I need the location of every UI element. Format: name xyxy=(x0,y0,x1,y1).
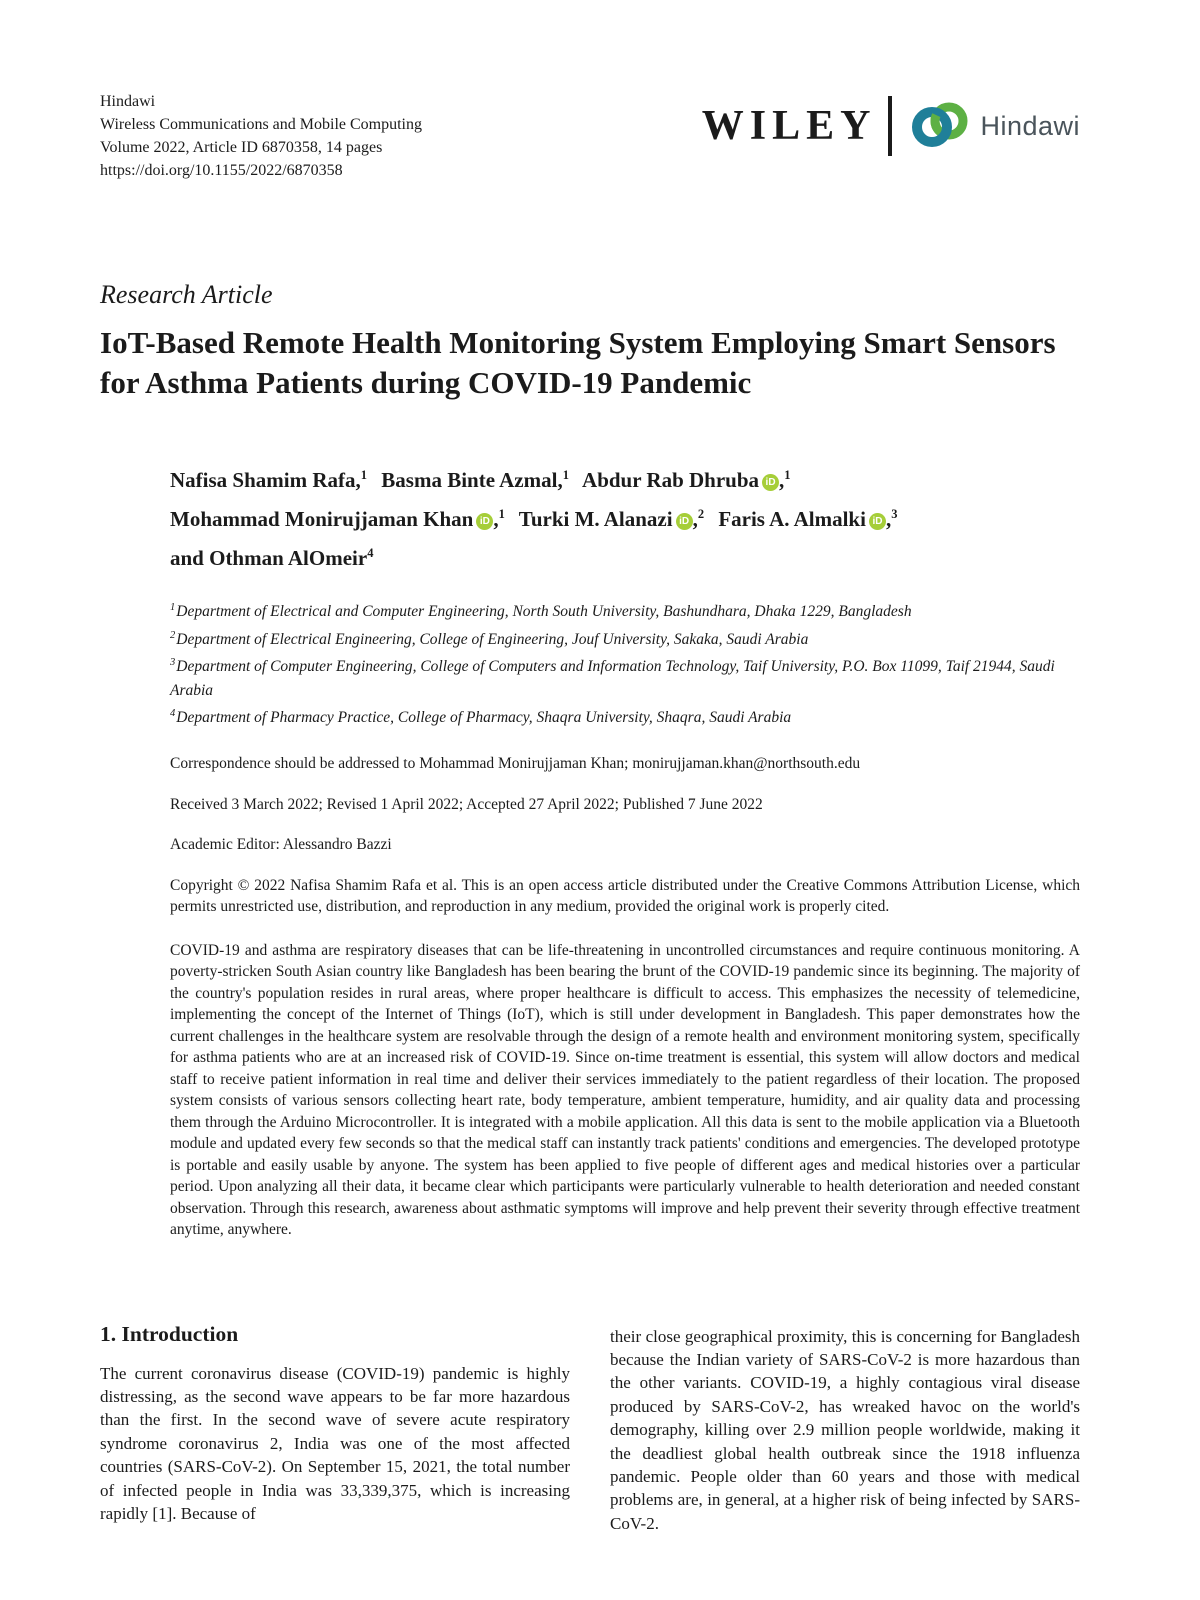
academic-editor-line: Academic Editor: Alessandro Bazzi xyxy=(170,836,392,854)
author-affil-sup: 3 xyxy=(891,507,898,521)
orcid-icon[interactable]: iD xyxy=(676,513,693,530)
author-name: Faris A. Almalki xyxy=(718,507,866,531)
author-affil-sup: 1 xyxy=(360,468,368,482)
column-left xyxy=(100,1321,570,1536)
author-affil-sup: 4 xyxy=(367,546,374,560)
affiliation-sup: 2 xyxy=(170,629,176,641)
copyright-notice: Copyright © 2022 Nafisa Shamim Rafa et al. This is an open access article distributed under the Creative Commons Attribution License, which permits unrestricted use, distribution, and reproduction in any medium, provided the original work is properly cited. xyxy=(170,876,1080,916)
author-line xyxy=(170,536,1080,575)
author xyxy=(519,507,704,531)
author-affil-sup: 1 xyxy=(498,507,505,521)
author xyxy=(170,468,367,492)
article-type: Research Article xyxy=(100,280,273,309)
author-name: Mohammad Monirujjaman Khan xyxy=(170,507,474,531)
affiliation-sup: 4 xyxy=(170,708,176,720)
affiliation xyxy=(170,702,1080,730)
author-list xyxy=(170,458,1080,575)
section-heading-introduction: 1. Introduction xyxy=(100,1321,239,1346)
orcid-icon[interactable]: iD xyxy=(762,474,779,491)
author-separator: , xyxy=(493,507,499,531)
journal-name: Wireless Communications and Mobile Computing xyxy=(100,116,422,133)
author xyxy=(170,507,505,531)
author-affil-sup: 1 xyxy=(784,468,791,482)
logo-divider xyxy=(888,96,892,156)
author-name: Nafisa Shamim Rafa xyxy=(170,468,356,492)
author xyxy=(582,468,791,492)
affiliation-text: Department of Electrical Engineering, College of Engineering, Jouf University, Sakaka, Saudi Arabia xyxy=(176,630,809,648)
author-name: Abdur Rab Dhruba xyxy=(582,468,760,492)
column-right xyxy=(610,1321,1080,1536)
orcid-icon[interactable]: iD xyxy=(869,513,886,530)
orcid-icon[interactable]: iD xyxy=(476,513,493,530)
author-separator: , xyxy=(885,507,892,531)
introduction-paragraph-left: The current coronavirus disease (COVID-19) pandemic is highly distressing, as the second wave appears to be far more hazardous than the first. In the second wave of severe acute respiratory syndrome coronavirus 2, India was one of the most affected countries (SARS-CoV-2). On September 15, 2021, the total number of infected people in India was 33,339,375, which is increasing rapidly [1]. Because of xyxy=(100,1363,570,1524)
affiliation xyxy=(170,651,1080,702)
front-matter xyxy=(170,458,1080,1241)
abstract-text: COVID-19 and asthma are respiratory diseases that can be life-threatening in uncontrolled circumstances and require continuous monitoring. A poverty-stricken South Asian country like Bangladesh has been bearing the brunt of the COVID-19 pandemic since its beginning. The majority of the country's population resides in rural areas, where proper healthcare is difficult to access. This emphasizes the necessity of telemedicine, implementing the concept of the Internet of Things (IoT), which is still under development in Bangladesh. This paper demonstrates how the current challenges in the healthcare system are resolvable through the design of a remote health and environment monitoring system, specifically for asthma patients who are at an increased risk of COVID-19. Since on-time treatment is essential, this system will allow doctors and medical staff to receive patient information in real time and deliver their services immediately to the patient regardless of their location. The proposed system consists of various sensors collecting heart rate, body temperature, ambient temperature, humidity, and air quality data and processing them through the Arduino Microcontroller. It is integrated with a mobile application. All this data is sent to the mobile application via a Bluetooth module and updated every few seconds so that the medical staff can instantly track patients' conditions and emergencies. The developed prototype is portable and easily usable by anyone. The system has been applied to five people of different ages and medical histories over a particular period. Upon analyzing all their data, it became clear which participants were particularly vulnerable to health deterioration and needed constant observation. Through this research, awareness about asthmatic symptoms will improve and help prevent their severity through effective treatment anytime, anywhere. xyxy=(170,941,1080,1239)
author xyxy=(718,507,897,531)
affiliation xyxy=(170,624,1080,652)
author-affil-sup: 1 xyxy=(562,468,569,482)
author-affil-sup: 2 xyxy=(697,507,705,521)
introduction-paragraph-right: their close geographical proximity, this is concerning for Bangladesh because the Indian variety of SARS-CoV-2 is more hazardous than the other variants. COVID-19, a highly contagious viral disease produced by SARS-CoV-2, has wreaked havoc on the world's demography, killing over 2.9 million people worldwide, making it the deadliest global health outbreak since the 1918 influenza pandemic. People older than 60 years and those with medical problems are, in general, at a higher risk of being infected by SARS-CoV-2. xyxy=(610,1326,1080,1533)
author-separator: , xyxy=(557,468,563,492)
author xyxy=(381,468,569,492)
author-separator: , xyxy=(355,468,361,492)
publisher-logos xyxy=(702,96,1080,156)
affiliation-text: Department of Electrical and Computer Engineering, North South University, Bashundhara, Dhaka 1229, Bangladesh xyxy=(176,603,912,621)
introduction-section xyxy=(100,1321,1080,1536)
doi-link[interactable]: https://doi.org/10.1155/2022/6870358 xyxy=(100,162,343,179)
affiliation-text: Department of Computer Engineering, College of Computers and Information Technology, Taif University, P.O. Box 11099, Taif 21944, Saudi Arabia xyxy=(170,658,1055,699)
author-line xyxy=(170,497,1080,536)
correspondence-line: Correspondence should be addressed to Mohammad Monirujjaman Khan; monirujjaman.khan@northsouth.edu xyxy=(170,755,861,773)
publisher-name: Hindawi xyxy=(100,93,156,110)
publication-info xyxy=(100,90,422,182)
affiliation xyxy=(170,596,1080,624)
author-separator: , xyxy=(779,468,785,492)
hindawi-logo-text: Hindawi xyxy=(980,110,1080,141)
article-title: IoT-Based Remote Health Monitoring System Employing Smart Sensors for Asthma Patients during COVID-19 Pandemic xyxy=(100,325,1056,400)
wiley-logo: WILEY xyxy=(701,103,877,149)
history-line: Received 3 March 2022; Revised 1 April 2022; Accepted 27 April 2022; Published 7 June 2022 xyxy=(170,795,763,813)
volume-line: Volume 2022, Article ID 6870358, 14 pages xyxy=(100,139,383,156)
author-name: Turki M. Alanazi xyxy=(518,507,673,531)
affiliation-list xyxy=(170,596,1080,730)
author xyxy=(170,546,373,570)
affiliation-sup: 1 xyxy=(170,602,176,613)
author-name: Basma Binte Azmal xyxy=(381,468,558,492)
affiliation-text: Department of Pharmacy Practice, College of Pharmacy, Shaqra University, Shaqra, Saudi Arabia xyxy=(176,709,792,727)
author-line xyxy=(170,458,1080,497)
author-separator: , xyxy=(692,507,698,531)
masthead xyxy=(100,90,1080,182)
affiliation-sup: 3 xyxy=(170,657,176,669)
author-name: and Othman AlOmeir xyxy=(170,546,368,570)
hindawi-rings-icon xyxy=(908,97,972,155)
